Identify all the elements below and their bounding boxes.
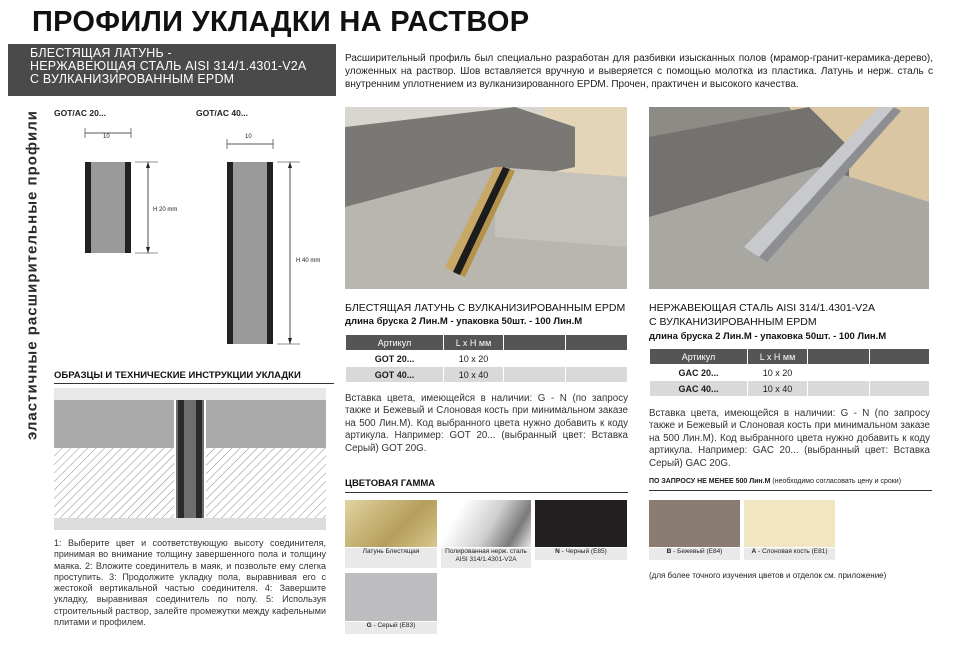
installation-cross-section <box>54 388 326 530</box>
table-cell-code: GOT 40... <box>346 367 444 383</box>
table-row <box>346 367 628 383</box>
subtitle-line-3: С ВУЛКАНИЗИРОВАННЫМ EPDM <box>30 72 235 86</box>
swatch-beige-label <box>649 548 740 560</box>
table-cell-size: 10 x 40 <box>748 381 808 397</box>
colors-footnote: (для более точного изучения цветов и отделок см. приложение) <box>649 571 887 580</box>
on-request-rule <box>649 490 932 491</box>
table-cell-size: 10 x 40 <box>444 367 504 383</box>
table-header-row <box>346 335 628 351</box>
table-row <box>346 351 628 367</box>
table-cell <box>566 351 628 367</box>
brass-title: БЛЕСТЯЩАЯ ЛАТУНЬ С ВУЛКАНИЗИРОВАННЫМ EPDM <box>345 302 626 314</box>
swatch-ivory-text: - Слоновая кость (E81) <box>756 548 828 555</box>
table-header-cell <box>870 349 930 365</box>
table-header-cell: L x H мм <box>444 335 504 351</box>
table-cell <box>870 365 930 381</box>
subtitle-line-1: БЛЕСТЯЩАЯ ЛАТУНЬ - <box>30 46 172 60</box>
table-row <box>650 381 930 397</box>
table-header-cell: Артикул <box>346 335 444 351</box>
table-cell <box>504 351 566 367</box>
swatch-ivory-code: A <box>751 548 757 555</box>
swatch-black <box>535 500 627 547</box>
swatch-grey <box>345 573 437 621</box>
on-request-heading <box>649 478 901 485</box>
table-header-cell <box>566 335 628 351</box>
drawing-code-20: GOT/AC 20... <box>54 108 106 118</box>
steel-title-line-1: НЕРЖАВЕЮЩАЯ СТАЛЬ AISI 314/1.4301-V2A <box>649 302 876 314</box>
table-cell <box>504 367 566 383</box>
instructions-text: 1: Выберите цвет и соответствующую высоту соединителя, принимая во внимание толщину завершенного пола и толщину маяка. 2: Вложите соединитель в маяк, и позвольте ему слегка проступить. 3: Продолжите укладку пола, выравнивая его с жестокой вертикальной частью соединителя. 4: Завершите укладку, выравнивая соединитель по полу. 5: Используя строительный раствор, залейте промежутки между кафельными плитами и профилем. <box>54 538 326 628</box>
steel-spec-table <box>649 348 930 397</box>
swatch-beige <box>649 500 740 547</box>
table-cell-size: 10 x 20 <box>444 351 504 367</box>
steel-note: Вставка цвета, имеющейся в наличии: G - N (по запросу также и Бежевый и Слоновая кость при минимальном заказе на 500 Лин.М). Код выбранного цвета нужно добавить к коду артикула. Например: GAC 20... (выбранный цвет: Вставка Серый) GAC 20G. <box>649 408 930 469</box>
swatch-ivory-label <box>744 548 835 560</box>
profile-drawing-20 <box>60 125 190 265</box>
swatch-black-label <box>535 548 627 560</box>
swatch-beige-text: - Бежевый (E84) <box>671 548 723 555</box>
table-header-cell <box>504 335 566 351</box>
table-header-cell: Артикул <box>650 349 748 365</box>
swatch-grey-label <box>345 622 437 634</box>
brass-subtitle: длина бруска 2 Лин.М - упаковка 50шт. - 100 Лин.М <box>345 316 583 327</box>
table-cell-code: GAC 20... <box>650 365 748 381</box>
swatch-grey-code: G <box>366 622 372 629</box>
table-cell-size: 10 x 20 <box>748 365 808 381</box>
profile-drawing-40 <box>210 125 340 350</box>
drawing-width-40: 10 <box>245 134 252 140</box>
drawing-width-20: 10 <box>103 134 110 140</box>
swatch-brass <box>345 500 437 547</box>
drawing-code-40: GOT/AC 40... <box>196 108 248 118</box>
intro-paragraph: Расширительный профиль был специально разработан для разбивки изысканных полов (мрамор-гранит-керамика-дерево), уложенных на раствор. Шов вставляется вручную и выверяется с помощью молотка из пластика. Латунь и нерж. сталь с внутренним уплотнением из вулканизированного EPDM. Прочен, практичен и высокого качества. <box>345 53 933 90</box>
table-cell <box>808 365 870 381</box>
steel-title-line-2: С ВУЛКАНИЗИРОВАННЫМ EPDM <box>649 316 817 328</box>
table-cell-code: GAC 40... <box>650 381 748 397</box>
instructions-rule <box>54 383 334 384</box>
vertical-side-label-text: эластичные расширительные профили <box>23 109 41 441</box>
steel-subtitle: длина бруска 2 Лин.М - упаковка 50шт. - 100 Лин.М <box>649 331 887 342</box>
on-request-note: (необходимо согласовать цену и сроки) <box>772 478 902 485</box>
table-cell-code: GOT 20... <box>346 351 444 367</box>
table-row <box>650 365 930 381</box>
on-request-title: ПО ЗАПРОСУ НЕ МЕНЕЕ 500 Лин.М <box>649 478 771 485</box>
swatch-steel <box>441 500 531 547</box>
table-cell <box>566 367 628 383</box>
swatch-steel-label: Полированная нерж. сталь AISI 314/1.4301-V2A <box>441 548 531 568</box>
colors-heading: ЦВЕТОВАЯ ГАММА <box>345 478 436 489</box>
subtitle-line-2: НЕРЖАВЕЮЩАЯ СТАЛЬ AISI 314/1.4301-V2A <box>30 59 307 73</box>
drawing-height-40: H 40 mm <box>296 258 321 264</box>
table-header-row <box>650 349 930 365</box>
swatch-ivory <box>744 500 835 547</box>
table-header-cell <box>808 349 870 365</box>
swatch-black-text: - Черный (E85) <box>559 548 607 555</box>
brass-spec-table <box>345 334 628 383</box>
colors-rule <box>345 492 628 493</box>
swatch-beige-code: B <box>666 548 672 555</box>
steel-profile-photo <box>649 107 929 289</box>
table-cell <box>808 381 870 397</box>
brass-profile-photo <box>345 107 627 289</box>
drawing-height-20: H 20 mm <box>153 207 178 213</box>
page-title: ПРОФИЛИ УКЛАДКИ НА РАСТВОР <box>32 6 530 38</box>
table-header-cell: L x H мм <box>748 349 808 365</box>
swatch-black-code: N <box>555 548 560 555</box>
instructions-heading: ОБРАЗЦЫ И ТЕХНИЧЕСКИЕ ИНСТРУКЦИИ УКЛАДКИ <box>54 370 301 381</box>
swatch-brass-label: Латунь Блестящая <box>345 548 437 568</box>
vertical-side-label <box>22 110 42 440</box>
swatch-grey-text: - Серый (E83) <box>371 622 416 629</box>
brass-note: Вставка цвета, имеющейся в наличии: G - N (по запросу также и Бежевый и Слоновая кость при минимальном заказе на 500 Лин.М). Код выбранного цвета нужно добавить к коду артикула. Например: GOT 20... (выбранный цвет: Вставка Серый) GOT 20G. <box>345 393 628 454</box>
table-cell <box>870 381 930 397</box>
